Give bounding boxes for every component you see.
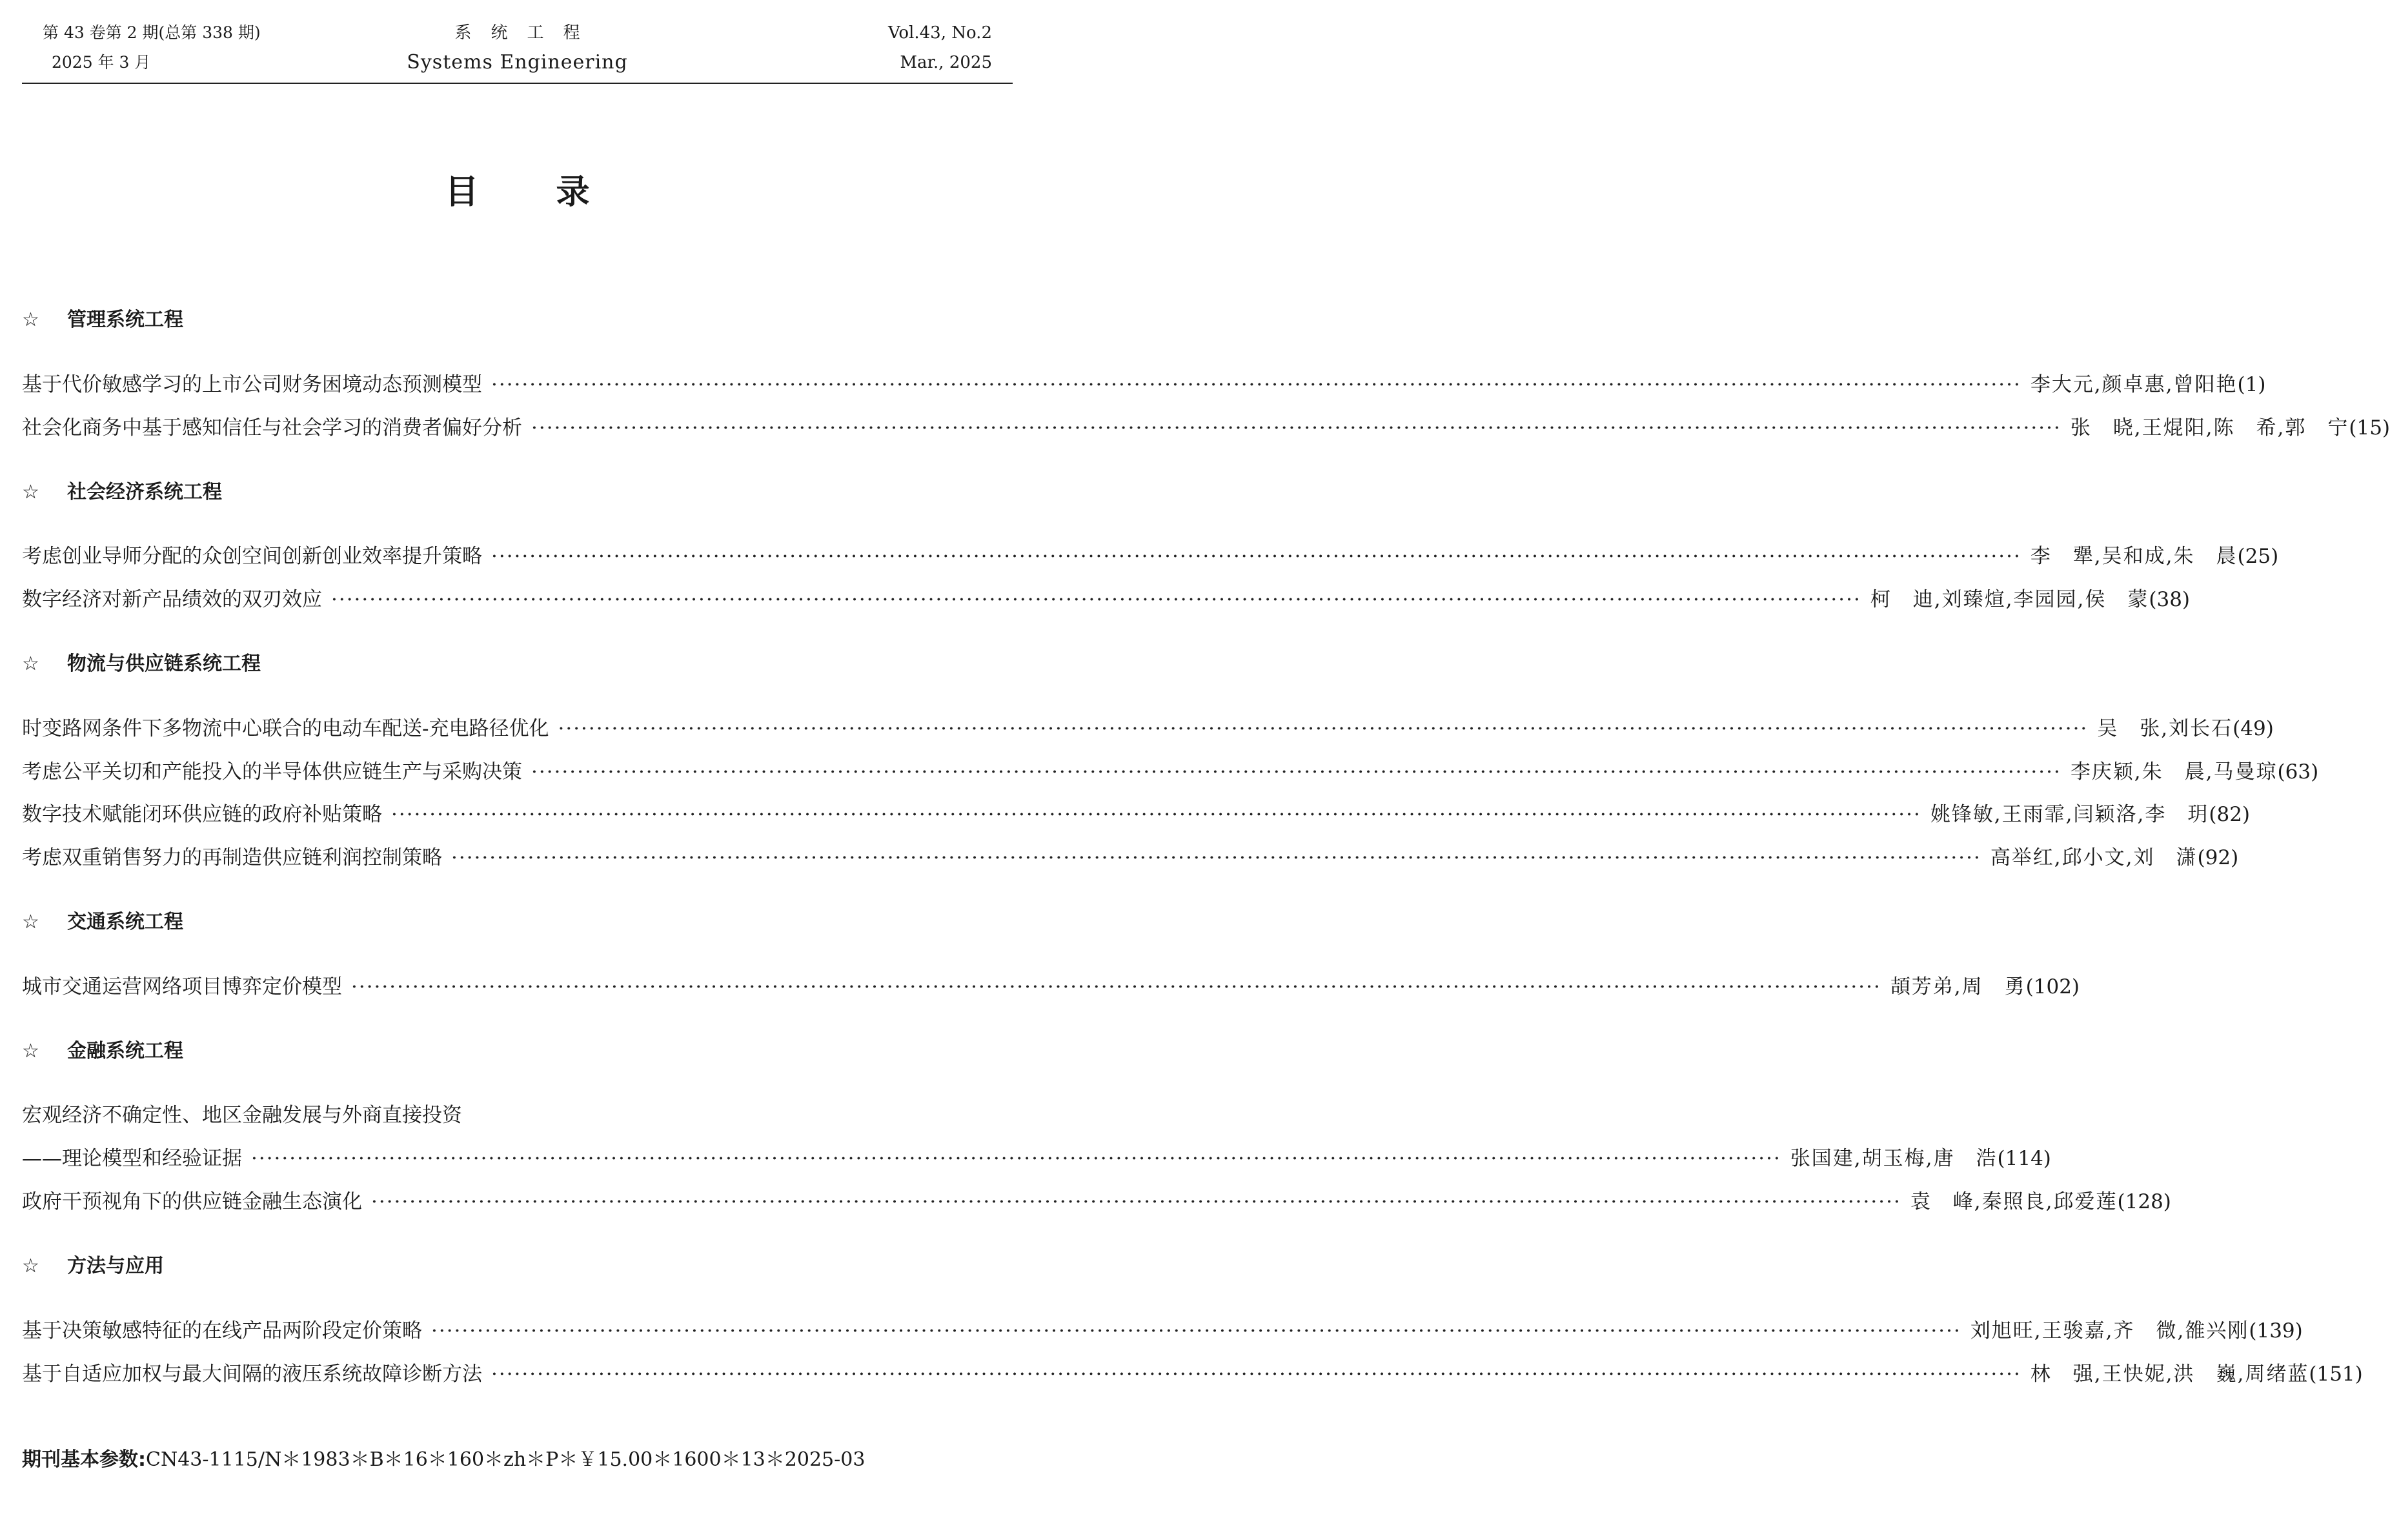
leader-dots: ········································································································································································································ xyxy=(371,1190,1901,1213)
article-authors: 刘旭旺,王骏嘉,齐 微,雒兴刚 xyxy=(1970,1319,2249,1342)
toc-entry[interactable] xyxy=(22,370,2266,399)
toc-entry[interactable] xyxy=(22,973,2080,1001)
article-authors: 頡芳弟,周 勇 xyxy=(1890,975,2026,998)
toc-entry[interactable] xyxy=(22,542,2279,571)
star-icon: ☆ xyxy=(22,481,39,503)
volume-info xyxy=(888,18,992,77)
section-heading xyxy=(22,1253,164,1279)
page-title: 目录 xyxy=(445,173,667,212)
article-page: (151) xyxy=(2309,1363,2363,1386)
leader-dots: ········································································································································································································ xyxy=(391,803,1921,826)
article-title: 数字技术赋能闭环供应链的政府补贴策略 xyxy=(22,803,382,826)
leader-dots: ········································································································································································································ xyxy=(531,416,2061,440)
article-title: 时变路网条件下多物流中心联合的电动车配送-充电路径优化 xyxy=(22,717,549,740)
parameters-label: 期刊基本参数: xyxy=(22,1448,146,1471)
section-heading xyxy=(22,1038,183,1064)
section-heading xyxy=(22,651,261,677)
article-title-line[interactable]: 宏观经济不确定性、地区金融发展与外商直接投资 xyxy=(22,1104,462,1127)
article-authors: 吴 张,刘长石 xyxy=(2097,717,2233,740)
section-heading xyxy=(22,480,222,505)
article-title: 基于决策敏感特征的在线产品两阶段定价策略 xyxy=(22,1319,422,1342)
leader-dots: ········································································································································································································ xyxy=(331,588,1861,611)
section-heading xyxy=(22,909,183,935)
section-title: 社会经济系统工程 xyxy=(67,481,222,503)
article-authors: 袁 峰,秦照良,邱爱莲 xyxy=(1910,1190,2118,1213)
star-icon: ☆ xyxy=(22,1040,39,1062)
article-page: (82) xyxy=(2209,803,2251,826)
leader-dots: ········································································································································································································ xyxy=(451,846,1981,869)
article-title: ——理论模型和经验证据 xyxy=(22,1147,242,1170)
toc-entry[interactable] xyxy=(22,585,2191,614)
section-title: 方法与应用 xyxy=(67,1255,164,1277)
article-authors: 李大元,颜卓惠,曾阳艳 xyxy=(2030,373,2238,396)
article-authors: 张国建,胡玉梅,唐 浩 xyxy=(1790,1147,1998,1170)
issue-volume: 第 43 卷第 2 期(总第 338 期) xyxy=(43,23,261,42)
toc-entry[interactable] xyxy=(22,1360,2363,1388)
journal-parameters xyxy=(22,1446,865,1474)
article-authors: 张 晓,王焜阳,陈 希,郭 宁 xyxy=(2070,416,2349,440)
article-page: (63) xyxy=(2277,760,2319,784)
toc-entry[interactable] xyxy=(22,800,2251,829)
section-heading xyxy=(22,307,183,333)
section-title: 交通系统工程 xyxy=(67,911,183,933)
article-page: (92) xyxy=(2197,846,2239,869)
journal-header xyxy=(22,18,1013,80)
star-icon: ☆ xyxy=(22,309,39,331)
leader-dots: ········································································································································································································ xyxy=(491,1363,2021,1386)
article-title: 政府干预视角下的供应链金融生态演化 xyxy=(22,1190,362,1213)
volume-number: Vol.43, No.2 xyxy=(888,23,992,43)
article-title: 考虑双重销售努力的再制造供应链利润控制策略 xyxy=(22,846,442,869)
article-authors: 柯 迪,刘臻煊,李园园,侯 蒙 xyxy=(1870,588,2149,611)
journal-name-en: Systems Engineering xyxy=(407,51,628,74)
leader-dots: ········································································································································································································ xyxy=(351,975,1881,998)
issue-date: 2025 年 3 月 xyxy=(52,53,151,72)
article-page: (15) xyxy=(2349,416,2390,440)
section-title: 金融系统工程 xyxy=(67,1040,183,1062)
toc-entry[interactable] xyxy=(22,844,2239,872)
article-title: 考虑公平关切和产能投入的半导体供应链生产与采购决策 xyxy=(22,760,522,784)
toc-entry[interactable] xyxy=(22,714,2274,743)
article-title: 数字经济对新产品绩效的双刃效应 xyxy=(22,588,322,611)
leader-dots: ········································································································································································································ xyxy=(491,545,2021,568)
toc-entry[interactable] xyxy=(22,758,2319,786)
leader-dots: ········································································································································································································ xyxy=(491,373,2021,396)
parameters-value: CN43-1115/N＊1983＊B＊16＊160＊zh＊P＊￥15.00＊1600＊13＊2025-03 xyxy=(146,1448,866,1471)
article-page: (38) xyxy=(2149,588,2191,611)
star-icon: ☆ xyxy=(22,1255,39,1277)
leader-dots: ········································································································································································································ xyxy=(431,1319,1961,1342)
leader-dots: ········································································································································································································ xyxy=(558,717,2089,740)
section-title: 物流与供应链系统工程 xyxy=(67,653,261,675)
article-authors: 姚锋敏,王雨霏,闫颖洛,李 玥 xyxy=(1930,803,2209,826)
toc-entry[interactable] xyxy=(22,1188,2171,1216)
article-title: 考虑创业导师分配的众创空间创新创业效率提升策略 xyxy=(22,545,482,568)
article-page: (25) xyxy=(2237,545,2279,568)
header-divider xyxy=(22,83,1013,84)
article-page: (102) xyxy=(2025,975,2080,998)
article-authors: 林 强,王快妮,洪 巍,周绪蓝 xyxy=(2030,1363,2309,1386)
article-authors: 李 犟,吴和成,朱 晨 xyxy=(2030,545,2238,568)
article-page: (114) xyxy=(1997,1147,2051,1170)
journal-name xyxy=(22,18,1013,77)
article-title: 基于代价敏感学习的上市公司财务困境动态预测模型 xyxy=(22,373,482,396)
article-title: 基于自适应加权与最大间隔的液压系统故障诊断方法 xyxy=(22,1363,482,1386)
article-title: 城市交通运营网络项目博弈定价模型 xyxy=(22,975,342,998)
article-page: (49) xyxy=(2233,717,2274,740)
article-title: 社会化商务中基于感知信任与社会学习的消费者偏好分析 xyxy=(22,416,522,440)
toc-entry[interactable] xyxy=(22,1144,2051,1173)
leader-dots: ········································································································································································································ xyxy=(251,1147,1781,1170)
leader-dots: ········································································································································································································ xyxy=(531,760,2061,784)
article-authors: 高举红,邱小文,刘 潇 xyxy=(1990,846,2198,869)
toc-entry[interactable] xyxy=(22,1317,2303,1345)
article-page: (128) xyxy=(2117,1190,2171,1213)
star-icon: ☆ xyxy=(22,653,39,675)
article-page: (139) xyxy=(2249,1319,2303,1342)
volume-date: Mar., 2025 xyxy=(900,53,992,72)
article-authors: 李庆颖,朱 晨,马曼琼 xyxy=(2070,760,2278,784)
section-title: 管理系统工程 xyxy=(67,309,183,331)
star-icon: ☆ xyxy=(22,911,39,933)
journal-name-cn: 系统工程 xyxy=(454,23,600,43)
article-page: (1) xyxy=(2237,373,2266,396)
toc-entry[interactable] xyxy=(22,414,2390,442)
